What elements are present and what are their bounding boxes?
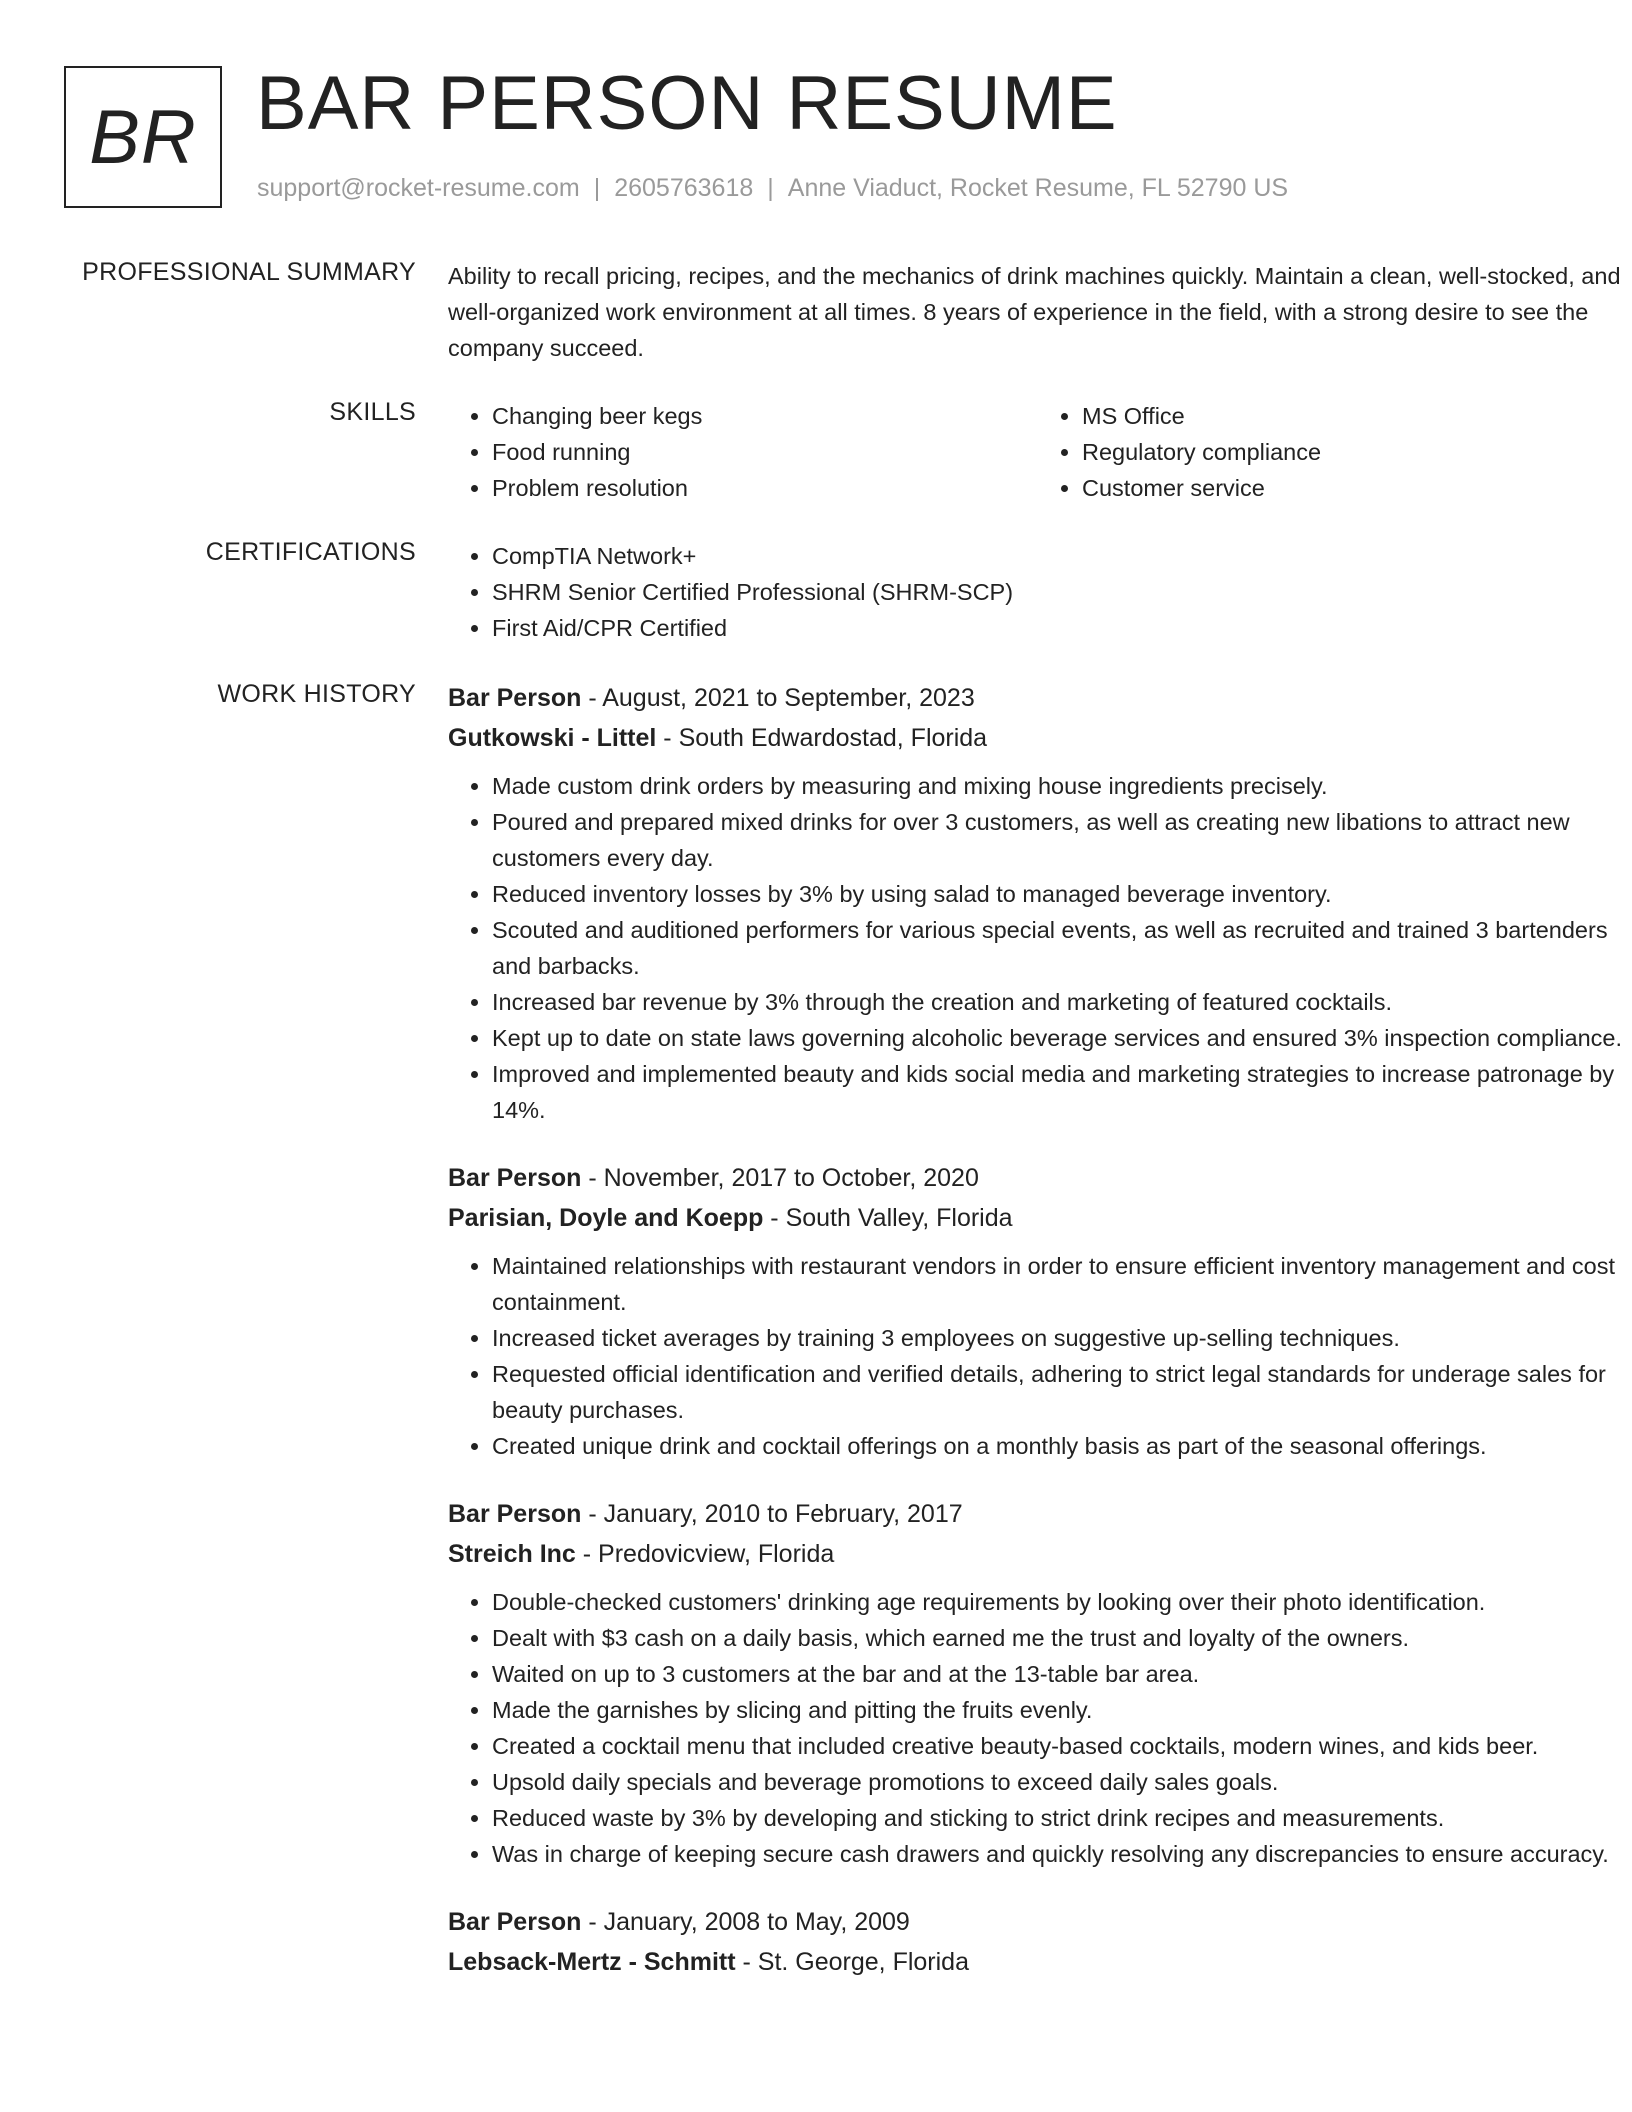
job-bullet: • Waited on up to 3 customers at the bar and at the 13-table bar area. [492, 1656, 1628, 1692]
job-title: Bar Person [448, 1908, 582, 1936]
section-label-skills: SKILLS [329, 398, 416, 426]
job-title-line [448, 1902, 1628, 1942]
job-bullets [448, 1584, 1628, 1872]
job-bullet: • Requested official identification and verified details, adhering to strict legal standards for underage sales for beauty purchases. [492, 1356, 1628, 1428]
job-title-line [448, 1158, 1628, 1198]
monogram-badge: BR [64, 66, 222, 208]
contact-email: support@rocket-resume.com [257, 174, 580, 202]
job-bullet: • Double-checked customers' drinking age requirements by looking over their photo identification. [492, 1584, 1628, 1620]
job-location: - South Edwardostad, Florida [656, 724, 988, 752]
job-title-line [448, 1494, 1628, 1534]
job-dates: - August, 2021 to September, 2023 [581, 684, 975, 712]
job-bullet: • Made custom drink orders by measuring and mixing house ingredients precisely. [492, 768, 1628, 804]
job-bullet: • Increased bar revenue by 3% through the creation and marketing of featured cocktails. [492, 984, 1628, 1020]
job-entry [448, 678, 1628, 1128]
job-company-line [448, 1198, 1628, 1238]
job-title-line [448, 678, 1628, 718]
job-company: Streich Inc [448, 1540, 576, 1568]
job-location: - South Valley, Florida [763, 1204, 1013, 1232]
skill-item: • Food running [492, 434, 1038, 470]
job-bullet: • Increased ticket averages by training 3 employees on suggestive up-selling techniques. [492, 1320, 1628, 1356]
section-label-summary: PROFESSIONAL SUMMARY [82, 258, 416, 286]
job-bullet: • Made the garnishes by slicing and pitting the fruits evenly. [492, 1692, 1628, 1728]
job-title: Bar Person [448, 1500, 582, 1528]
section-label-work-history: WORK HISTORY [217, 680, 416, 708]
job-company: Parisian, Doyle and Koepp [448, 1204, 764, 1232]
certifications-list [448, 538, 1628, 646]
skill-item: • Customer service [1082, 470, 1628, 506]
job-bullet: • Reduced waste by 3% by developing and sticking to strict drink recipes and measurements. [492, 1800, 1628, 1836]
summary-text: Ability to recall pricing, recipes, and the mechanics of drink machines quickly. Maintain a clean, well-stocked, and well-organized work environment at all times. 8 years of experience in the field, with a strong desire to see the company succeed. [448, 263, 1621, 361]
contact-separator: | [593, 174, 601, 202]
skills-list-right [1038, 398, 1628, 506]
skill-item: • Regulatory compliance [1082, 434, 1628, 470]
job-bullet: • Improved and implemented beauty and kids social media and marketing strategies to increase patronage by 14%. [492, 1056, 1628, 1128]
skills-list-left [448, 398, 1038, 506]
job-bullet: • Scouted and auditioned performers for various special events, as well as recruited and trained 3 bartenders and barbacks. [492, 912, 1628, 984]
certification-item: • SHRM Senior Certified Professional (SHRM-SCP) [492, 574, 1628, 610]
job-entry [448, 1494, 1628, 1872]
job-bullet: • Dealt with $3 cash on a daily basis, which earned me the trust and loyalty of the owners. [492, 1620, 1628, 1656]
job-company-line [448, 718, 1628, 758]
job-bullet: • Kept up to date on state laws governing alcoholic beverage services and ensured 3% inspection compliance. [492, 1020, 1628, 1056]
job-company: Gutkowski - Littel [448, 724, 657, 752]
job-company: Lebsack-Mertz - Schmitt [448, 1948, 736, 1976]
job-company-line [448, 1534, 1628, 1574]
contact-phone: 2605763618 [614, 174, 754, 202]
certification-item: • First Aid/CPR Certified [492, 610, 1628, 646]
resume-header [64, 61, 1564, 216]
job-dates: - November, 2017 to October, 2020 [581, 1164, 979, 1192]
certification-item: • CompTIA Network+ [492, 538, 1628, 574]
job-bullet: • Reduced inventory losses by 3% by using salad to managed beverage inventory. [492, 876, 1628, 912]
skill-item: • Changing beer kegs [492, 398, 1038, 434]
job-location: - Predovicview, Florida [575, 1540, 835, 1568]
job-entry [448, 1902, 1628, 1982]
resume-title: BAR PERSON RESUME [256, 61, 1118, 146]
job-entry [448, 1158, 1628, 1464]
job-location: - St. George, Florida [735, 1948, 969, 1976]
skill-item: • MS Office [1082, 398, 1628, 434]
contact-line [257, 174, 1288, 203]
job-title: Bar Person [448, 684, 582, 712]
job-bullets [448, 768, 1628, 1128]
job-bullet: • Upsold daily specials and beverage promotions to exceed daily sales goals. [492, 1764, 1628, 1800]
job-bullet: • Poured and prepared mixed drinks for over 3 customers, as well as creating new libations to attract new customers every day. [492, 804, 1628, 876]
job-bullet: • Was in charge of keeping secure cash drawers and quickly resolving any discrepancies to ensure accuracy. [492, 1836, 1628, 1872]
job-dates: - January, 2010 to February, 2017 [581, 1500, 963, 1528]
job-company-line [448, 1942, 1628, 1982]
skill-item: • Problem resolution [492, 470, 1038, 506]
job-bullets [448, 1248, 1628, 1464]
contact-separator: | [767, 174, 774, 202]
job-bullet: • Created a cocktail menu that included creative beauty-based cocktails, modern wines, and kids beer. [492, 1728, 1628, 1764]
job-title: Bar Person [448, 1164, 582, 1192]
section-label-certifications: CERTIFICATIONS [205, 538, 416, 566]
job-bullet: • Maintained relationships with restaurant vendors in order to ensure efficient inventory management and cost containment. [492, 1248, 1628, 1320]
job-bullet: • Created unique drink and cocktail offerings on a monthly basis as part of the seasonal offerings. [492, 1428, 1628, 1464]
contact-address: Anne Viaduct, Rocket Resume, FL 52790 US [787, 174, 1289, 202]
job-dates: - January, 2008 to May, 2009 [581, 1908, 910, 1936]
